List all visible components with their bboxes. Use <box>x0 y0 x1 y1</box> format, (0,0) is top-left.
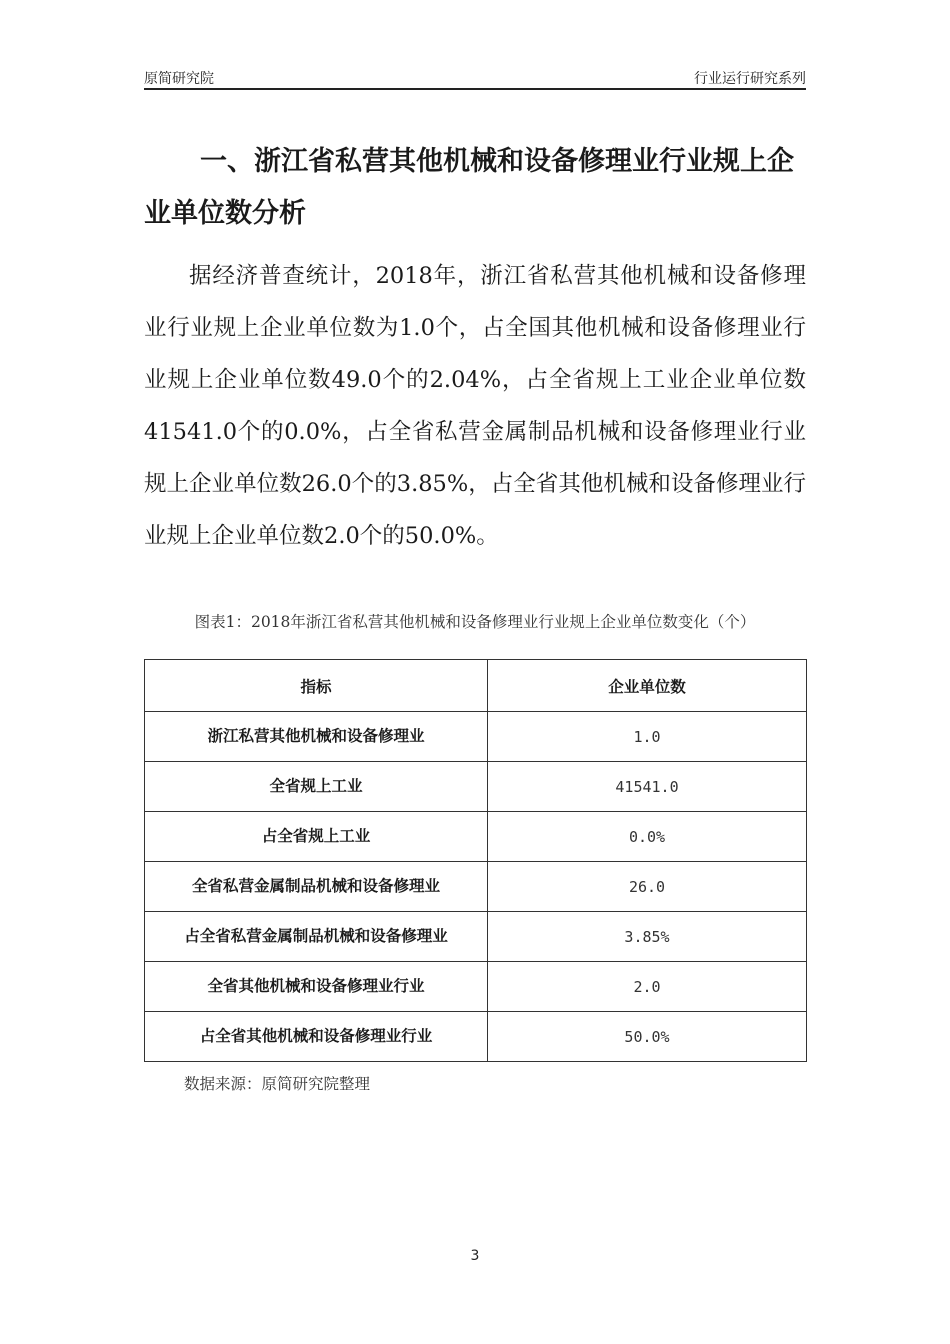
table-header-row <box>145 660 807 712</box>
row-label: 占全省私营金属制品机械和设备修理业 <box>145 912 488 962</box>
header-org-name: 原简研究院 <box>144 71 214 87</box>
header-series-name: 行业运行研究系列 <box>694 71 806 87</box>
table-row <box>145 812 807 862</box>
page-header <box>144 66 806 88</box>
row-value: 1.0 <box>488 712 807 762</box>
row-value: 26.0 <box>488 862 807 912</box>
body-paragraph: 据经济普查统计，2018年，浙江省私营其他机械和设备修理业行业规上企业单位数为1.0个，占全国其他机械和设备修理业行业规上企业单位数49.0个的2.04%，占全省规上工业企业单位数41541.0个的0.0%，占全省私营金属制品机械和设备修理业行业规上企业单位数26.0个的3.85%，占全省其他机械和设备修理业行业规上企业单位数2.0个的50.0%。 <box>144 263 806 549</box>
row-value: 3.85% <box>488 912 807 962</box>
table-row <box>145 1012 807 1062</box>
row-value: 50.0% <box>488 1012 807 1062</box>
table-row <box>145 762 807 812</box>
row-label: 全省私营金属制品机械和设备修理业 <box>145 862 488 912</box>
row-value: 2.0 <box>488 962 807 1012</box>
page-number: 3 <box>470 1248 480 1264</box>
table-row <box>145 912 807 962</box>
row-label: 全省其他机械和设备修理业行业 <box>145 962 488 1012</box>
row-label: 浙江私营其他机械和设备修理业 <box>145 712 488 762</box>
header-divider <box>144 88 806 90</box>
column-header-count: 企业单位数 <box>488 660 807 712</box>
section-title: 一、浙江省私营其他机械和设备修理业行业规上企业单位数分析 <box>144 146 794 229</box>
row-label: 全省规上工业 <box>145 762 488 812</box>
table-row <box>145 712 807 762</box>
table-row <box>145 962 807 1012</box>
data-table <box>144 659 807 1062</box>
table-row <box>145 862 807 912</box>
data-source-note: 数据来源：原简研究院整理 <box>184 1075 371 1093</box>
row-value: 0.0% <box>488 812 807 862</box>
row-value: 41541.0 <box>488 762 807 812</box>
row-label: 占全省规上工业 <box>145 812 488 862</box>
column-header-indicator: 指标 <box>145 660 488 712</box>
table-caption: 图表1：2018年浙江省私营其他机械和设备修理业行业规上企业单位数变化（个） <box>194 613 756 631</box>
row-label: 占全省其他机械和设备修理业行业 <box>145 1012 488 1062</box>
